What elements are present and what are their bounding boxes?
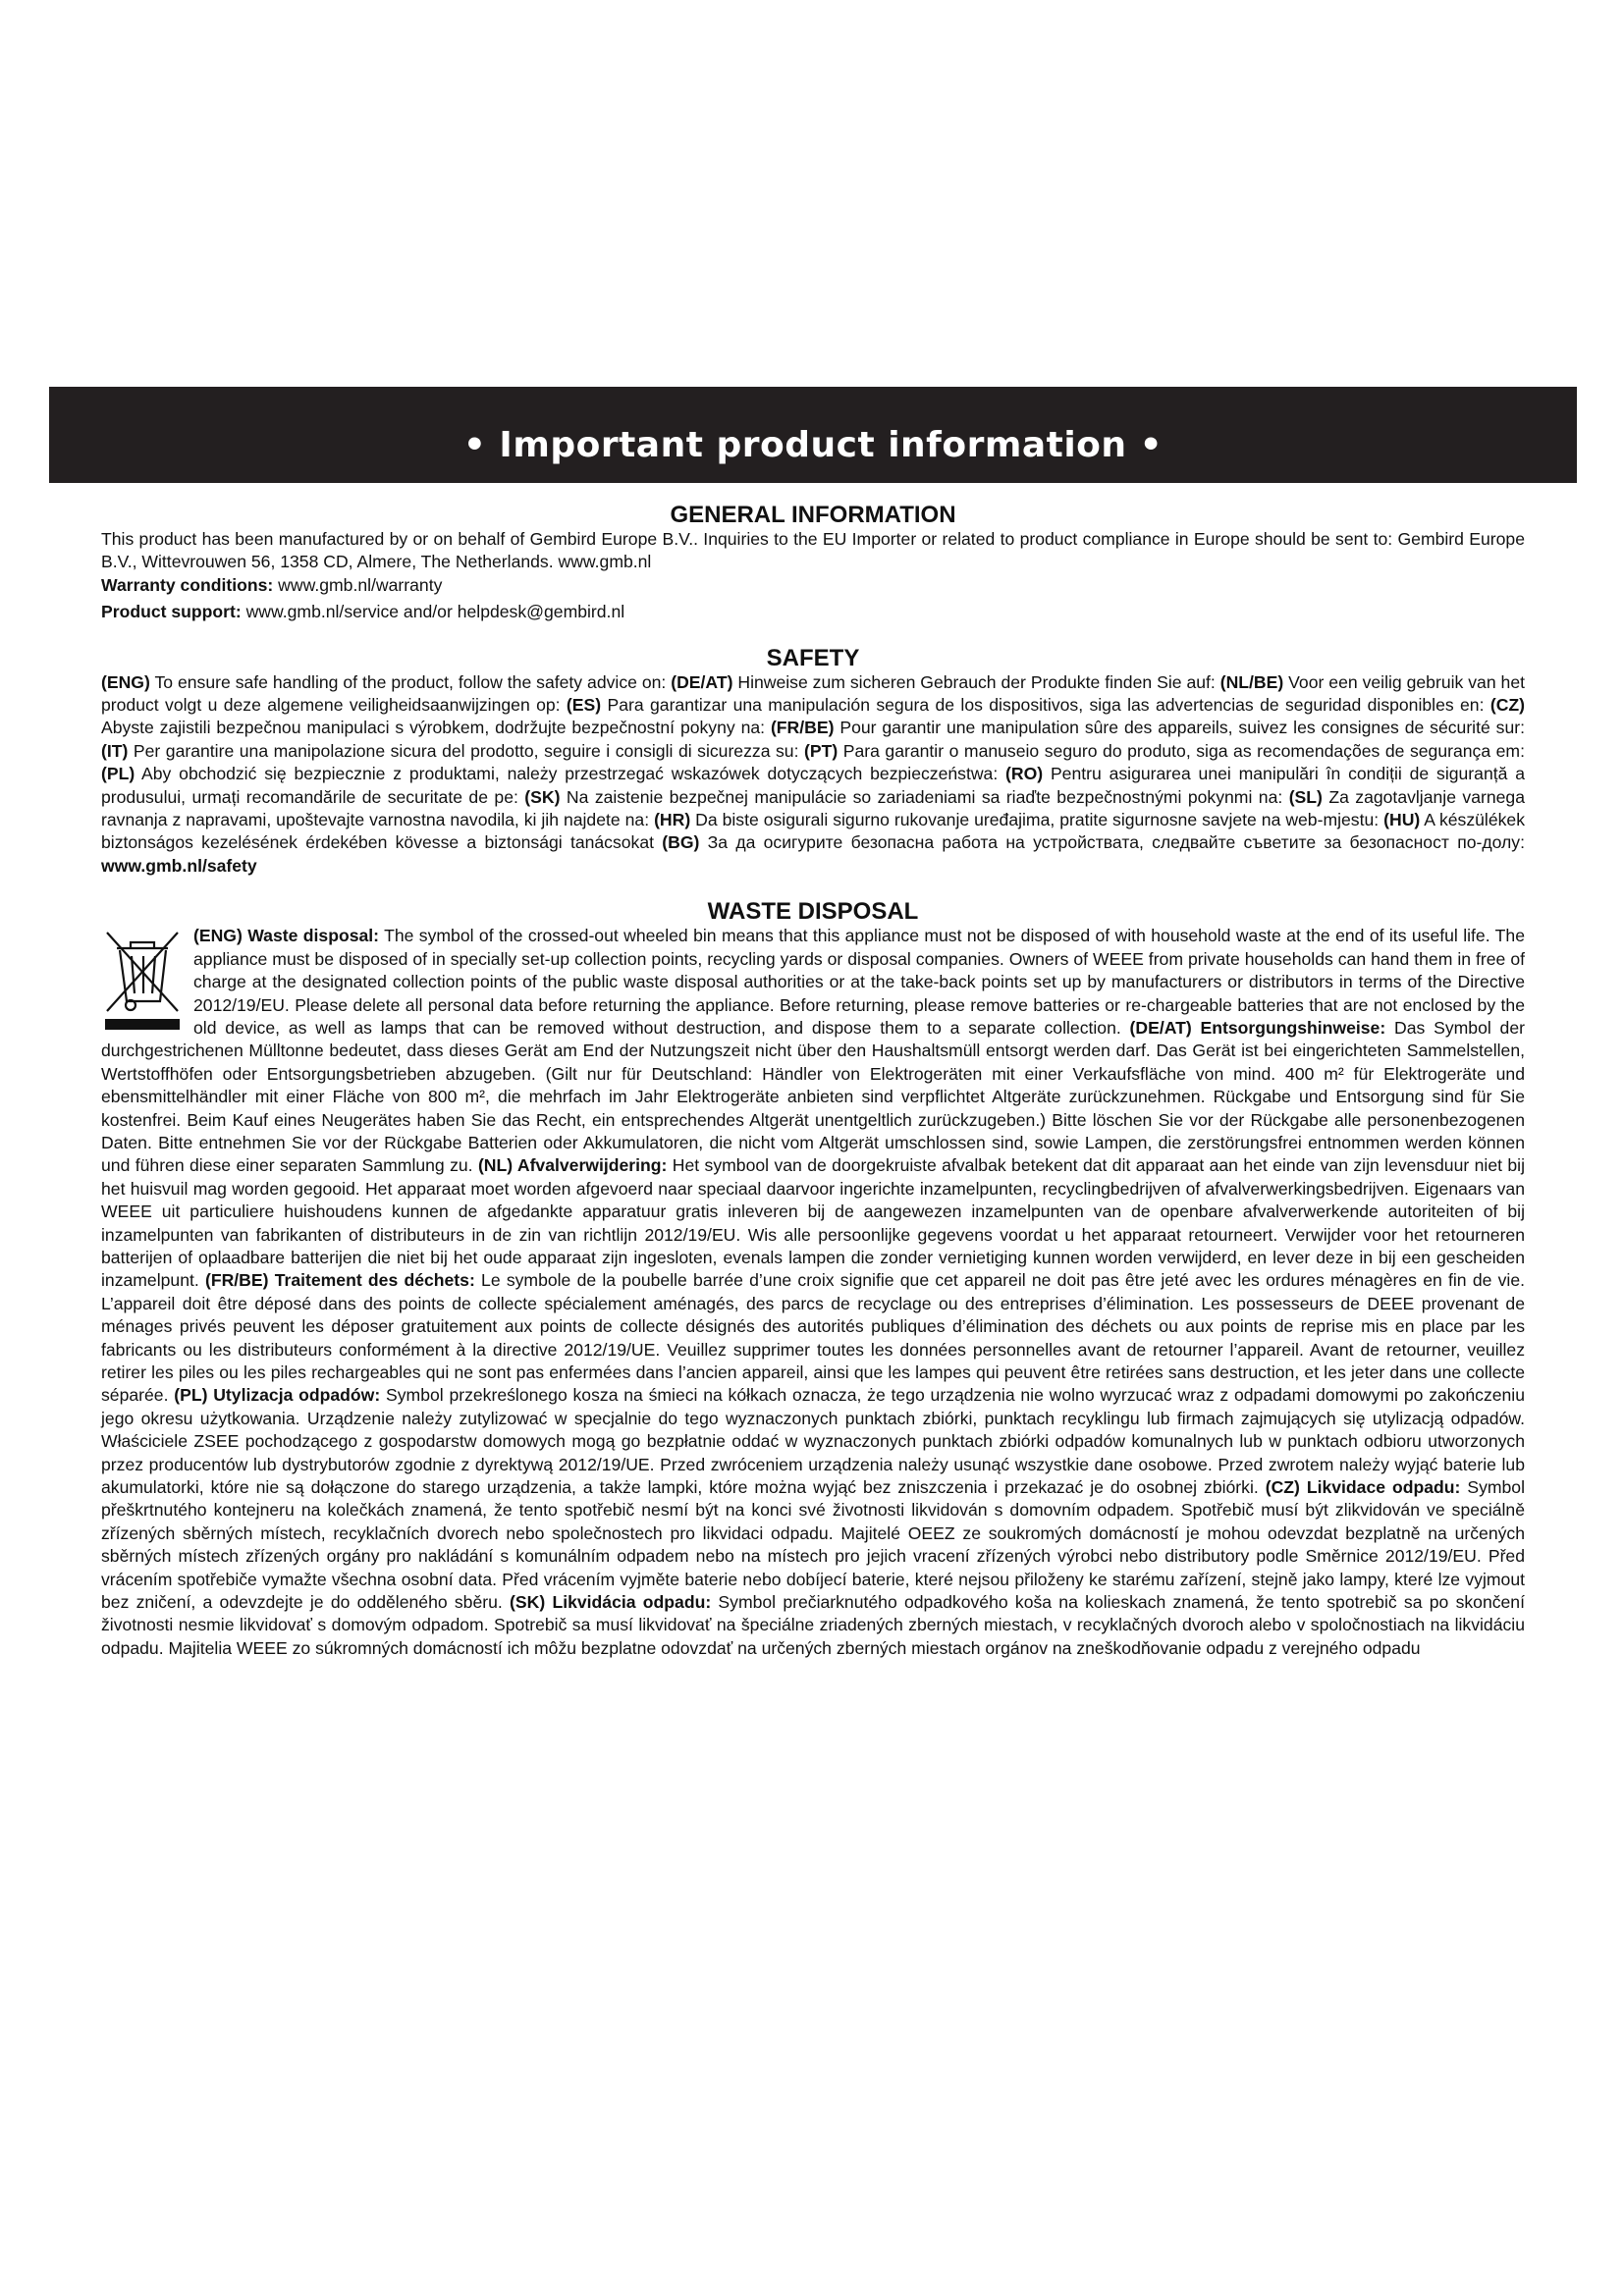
- waste-segment-label: (NL) Afvalverwijdering:: [477, 1155, 668, 1176]
- waste-segment-text: Das Symbol der durchgestrichenen Mülltonne bedeutet, dass dieses Gerät am End der Nutzungszeit nicht über den Haushaltsmüll entsorgt werden darf. Das Gerät ist bei eingerichteten Sammelstellen, Wertstoffhöfen oder Entsorgungsbetrieben abzugeben. (Gilt nur für Deutschland: Händler von Elektrogeräten mit einer Verkaufsfläche von mind. 400 m² für Elektrogeräte und ebensmittelhändler mit einer Fläche von 800 m², die mehrfach im Jahr Elektrogeräte anbieten sind verpflichtet Altgeräte zurückzunehmen. Rückgabe und Entsorgung sind für Sie kostenfrei. Beim Kauf eines Neugerätes haben Sie das Recht, ein entsprechendes Altgerät unentgeltlich zurückzugeben.) Bitte löschen Sie vor der Rückgabe alle personenbezogenen Daten. Bitte entnehmen Sie vor der Rückgabe Batterien oder Akkumulatoren, die nicht vom Altgerät umschlossen sind, sowie Lampen, die zerstörungsfrei entnommen werden können und führen diese einer separaten Sammlung zu.: [101, 1017, 1525, 1176]
- safety-segment-text: Na zaistenie bezpečnej manipulácie so zariadeniami sa riaďte bezpečnostnými pokynmi na:: [560, 786, 1289, 807]
- safety-segment-text: To ensure safe handling of the product, follow the safety advice on:: [149, 671, 672, 692]
- waste-segment-text: Symbol prečiarknutého odpadkového koša na kolieskach znamená, že tento spotrebič sa po skončení životnosti nesmie likvidovať s domovým odpadom. Spotrebič sa musí likvidovať na špeciálne zriadených zberných miestach, v recyklačných dvoroch alebo v spoločnostiach na likvidáciu odpadu. Majitelia WEEE zo súkromných domácností ich môžu bezplatne odovzdať na určených zberných miestach orgánov na zneškodňovanie odpadu z verejného odpadu: [101, 1592, 1525, 1658]
- waste-segment-text: The symbol of the crossed-out wheeled bin means that this appliance must not be disposed of with household waste at the end of its useful life. The appliance must be disposed of in specially set-up collection points, recycling yards or disposal companies. Owners of WEEE from private households can hand them in free of charge at the designated collection points of the public waste disposal authorities or at the take-back points set up by manufacturers or distributors in terms of the Directive 2012/19/EU. Please delete all personal data before returning the appliance. Before returning, please remove batteries or re-chargeable batteries that are not enclosed by the old device, as well as lamps that can be removed without destruction, and dispose them to a separate collection.: [193, 926, 1525, 1038]
- waste-segment-text: Symbol přeškrtnutého kontejneru na kolečkách znamená, že tento spotřebič nesmí být na konci své životnosti likvidován s domovním odpadem. Spotřebič musí být zlikvidován ve speciálně zřízených sběrných místech, recyklačních dvorech nebo společnostech pro likvidaci odpadu. Majitelé OEEZ ze soukromých domácností je mohou odevzdat bezplatně na určených sběrných místech zřízených orgány pro nakládání s komunálním odpadem nebo na místech pro jejich vracení zřízených výrobci nebo distributory podle Směrnice 2012/19/EU. Před vrácením spotřebiče vymažte všechna osobní data. Před vrácením vyjměte baterie nebo dobíjecí baterie, které nejsou přiloženy ke starému zařízení, stejně jako lampy, které lze vyjmout bez zničení, a odevzdejte je do odděleného sběru.: [101, 1477, 1525, 1613]
- safety-segment-text: Aby obchodzić się bezpiecznie z produktami, należy przestrzegać wskazówek dotyczących bezpieczeństwa:: [135, 764, 1006, 784]
- safety-segment-label: (ENG): [101, 671, 150, 692]
- safety-segment-text: Para garantir o manuseio seguro do produto, siga as recomendações de segurança em:: [838, 740, 1525, 761]
- waste-segment-label: (PL) Utylizacja odpadów:: [174, 1385, 381, 1406]
- safety-segment-text: Da biste osigurali sigurno rukovanje uređajima, pratite sigurnosne savjete na web-mjestu:: [690, 810, 1384, 830]
- safety-segment-text: Para garantizar una manipulación segura de los dispositivos, siga las advertencias de seguridad disponibles en:: [601, 695, 1490, 716]
- safety-segment-label: (RO): [1005, 764, 1044, 784]
- safety-segment-text: Pour garantir une manipulation sûre des appareils, suivez les consignes de sécurité sur:: [834, 718, 1525, 738]
- general-information-heading: GENERAL INFORMATION: [670, 502, 956, 528]
- waste-segment-label: (CZ) Likvidace odpadu:: [1265, 1477, 1461, 1498]
- safety-segment-label: (IT): [101, 740, 129, 761]
- safety-segment-label: (PL): [101, 764, 135, 784]
- safety-segment-label: (PT): [804, 740, 839, 761]
- document-body: [101, 503, 1525, 1660]
- warranty-label: Warranty conditions:: [101, 574, 274, 595]
- safety-segment-label: (SK): [524, 786, 561, 807]
- safety-segment-text: A készülékek biztonságos kezelésének érdekében kövesse a biztonsági tanácsokat: [101, 810, 1526, 853]
- safety-segment-text: Abyste zajistili bezpečnou manipulaci s výrobkem, dodržujte bezpečnostní pokyny na:: [101, 718, 771, 738]
- crossed-out-wheeled-bin-icon: [101, 927, 184, 1031]
- safety-segment-text: Voor een veilig gebruik van het product volgt u deze algemene veiligheidsaanwijzingen op:: [101, 671, 1526, 716]
- safety-segment-label: (ES): [566, 695, 602, 716]
- safety-segment-label: (BG): [662, 832, 700, 853]
- waste-segment-text: Het symbool van de doorgekruiste afvalbak betekent dat dit apparaat aan het einde van zijn levensduur niet bij het huisvuil mag worden gegooid. Het apparaat moet worden afgevoerd naar speciaal daarvoor ingerichte inzamelpunten, recyclingbedrijven of afvalverwerkingsbedrijven. Eigenaars van WEEE uit particuliere huishoudens kunnen de afgedankte apparatuur gratis inleveren bij de aangewezen inzamelpunten van de openbare afvalverwerkende autoriteiten of bij inzamelpunten van fabrikanten of distributeurs in de zin van richtlijn 2012/19/EU. Wis alle persoonlijke gegevens voordat u het apparaat retourneert. Verwijder voor het retourneren batterijen of oplaadbare batterijen die niet bij het oude apparaat zijn ingesloten, evenals lampen die zonder vernietiging kunnen worden verwijderd, en lever deze in bij een gescheiden inzamelpunt.: [101, 1155, 1525, 1291]
- safety-segment-text: За да осигурите безопасна работа на устройствата, следвайте съветите за безопасност по-долу:: [699, 832, 1525, 853]
- spacer: [101, 624, 1525, 646]
- support-line: [101, 601, 1525, 623]
- safety-segment-text: Hinweise zum sicheren Gebrauch der Produkte finden Sie auf:: [732, 671, 1220, 692]
- waste-segment-label: (DE/AT) Entsorgungshinweise:: [1129, 1017, 1386, 1038]
- safety-segment-label: www.gmb.nl/safety: [101, 855, 257, 876]
- waste-disposal-heading: WASTE DISPOSAL: [707, 898, 919, 926]
- safety-segment-label: (DE/AT): [671, 671, 733, 692]
- waste-segment-label: (SK) Likvidácia odpadu:: [510, 1592, 712, 1613]
- safety-segment-label: (SL): [1288, 786, 1323, 807]
- safety-segment-text: Per garantire una manipolazione sicura del prodotto, seguire i consigli di sicurezza su:: [128, 740, 804, 761]
- waste-segment-label: (FR/BE) Traitement des déchets:: [204, 1270, 475, 1291]
- waste-segment-text: Symbol przekreślonego kosza na śmieci na kółkach oznacza, że tego urządzenia nie wolno wyrzucać wraz z odpadami domowymi po zakończeniu jego okresu użytkowania. Urządzenie należy zutylizować w specjalnie do tego wyznaczonych punktach zbiórki, punktach recyklingu lub firmach zajmujących się utylizacją odpadów. Właściciele ZSEE pochodzącego z gospodarstw domowych mogą go bezpłatnie oddać w wyznaczonych punktach zbiórki odpadów komunalnych lub w punktach odbioru utworzonych przez producentów lub dystrybutorów zgodnie z dyrektywą 2012/19/UE. Przed zwróceniem urządzenia należy usunąć wszystkie dane osobowe. Przed zwrotem należy wyjąć baterie lub akumulatorki, które nie są dołączone do starego urządzenia, a także lampki, które można wyjąć bez zniszczenia i przekazać je do osobnej zbiórki.: [101, 1385, 1526, 1498]
- support-label: Product support:: [101, 602, 242, 622]
- safety-segment-label: (NL/BE): [1219, 671, 1284, 692]
- safety-heading: SAFETY: [766, 644, 860, 671]
- spacer: [101, 878, 1525, 899]
- banner-title: • Important product information •: [462, 424, 1164, 465]
- safety-text: [101, 671, 1525, 879]
- warranty-line: [101, 574, 1525, 597]
- safety-segment-text: Pentru asigurarea unei manipulări în condiții de siguranță a produsului, urmați recomandările de securitate de pe:: [101, 764, 1525, 807]
- safety-segment-text: Za zagotavljanje varnega ravnanja z napravami, upoštevajte varnostna navodila, ki jih najdete na:: [101, 786, 1525, 830]
- safety-segment-label: (CZ): [1489, 695, 1526, 716]
- safety-segment-label: (FR/BE): [770, 718, 835, 738]
- header-banner: [49, 387, 1577, 483]
- safety-segment-label: (HR): [654, 810, 691, 830]
- support-value: www.gmb.nl/service and/or helpdesk@gembird.nl: [241, 602, 625, 622]
- waste-segment-text: Le symbole de la poubelle barrée d’une croix signifie que cet appareil ne doit pas être jeté avec les ordures ménagères en fin de vie. L’appareil doit être déposé dans des points de collecte spécialement aménagés, des parcs de recyclage ou des entreprises d’élimination. Les possesseurs de DEEE provenant de ménages privés peuvent les déposer gratuitement aux points de collecte désignés des autorités publiques d’élimination des déchets ou aux points de reprise mis en place par les fabricants ou les distributeurs conformément à la directive 2012/19/UE. Veuillez supprimer toutes les données personnelles avant de retourner l’appareil. Avant de retourner, veuillez retirer les piles ou les piles rechargeables qui ne sont pas enfermées dans l’ancien appareil, ainsi que les lampes qui peuvent être retirées sans destruction, et les jeter dans une collecte séparée.: [101, 1270, 1525, 1406]
- waste-disposal-text: [101, 925, 1525, 1660]
- waste-segment-label: (ENG) Waste disposal:: [193, 926, 380, 946]
- general-information-text: This product has been manufactured by or on behalf of Gembird Europe B.V.. Inquiries to the EU Importer or related to product compliance in Europe should be sent to: Gembird Europe B.V., Wittevrouwen 56, 1358 CD, Almere, The Netherlands. www.gmb.nl: [101, 529, 1525, 572]
- warranty-value: www.gmb.nl/warranty: [273, 574, 443, 595]
- safety-segment-label: (HU): [1383, 810, 1421, 830]
